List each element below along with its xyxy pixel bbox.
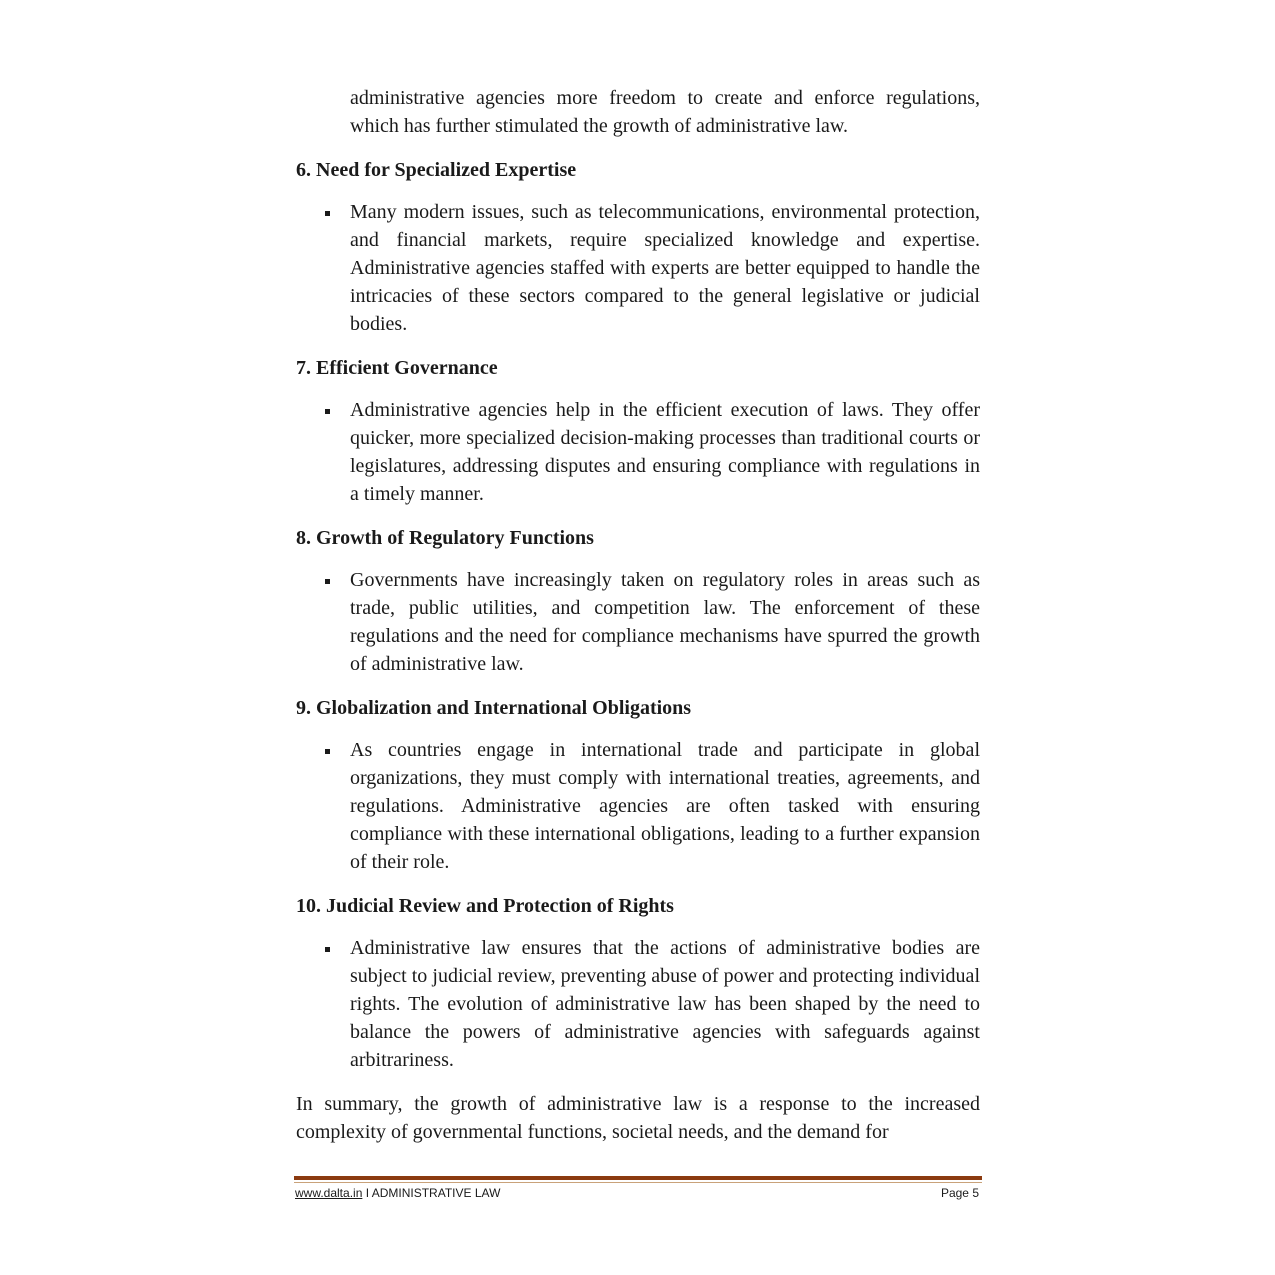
bullet-square-icon: [296, 736, 350, 764]
bullet-text: Administrative law ensures that the actions of administrative bodies are subject to judicial review, preventing abuse of power and protecting individual rights. The evolution of administrative law has been shaped by the need to balance the powers of administrative agencies with safeguards against arbitrariness.: [350, 937, 980, 1071]
section-need-for-expertise: [296, 156, 980, 338]
bullet-item: [296, 934, 980, 1074]
bullet-text: Many modern issues, such as telecommunications, environmental protection, and financial markets, require specialized knowledge and expertise. Administrative agencies staffed with experts are better equipped to handle the intricacies of these sectors compared to the general legislative or judicial bodies.: [350, 201, 980, 335]
footer-left: [295, 1186, 500, 1200]
bullet-item: [296, 396, 980, 508]
section-regulatory-functions: [296, 524, 980, 678]
bullet-text: Administrative agencies help in the efficient execution of laws. They offer quicker, more specialized decision-making processes than traditional courts or legislatures, addressing disputes and ensuring compliance with regulations in a timely manner.: [350, 399, 980, 505]
bullet-square-icon: [296, 396, 350, 424]
section-heading: 10. Judicial Review and Protection of Rights: [296, 895, 674, 917]
bullet-text: As countries engage in international trade and participate in global organizations, they must comply with international treaties, agreements, and regulations. Administrative agencies are often tasked with ensuring compliance with these international obligations, leading to a further expansion of their role.: [350, 739, 980, 873]
section-heading: 9. Globalization and International Obligations: [296, 697, 692, 719]
bullet-square-icon: [296, 934, 350, 962]
section-heading: 7. Efficient Governance: [296, 357, 498, 379]
page-footer: [295, 1186, 979, 1200]
footer-website-link[interactable]: www.dalta.in: [295, 1186, 363, 1200]
section-efficient-governance: [296, 354, 980, 508]
section-heading: 8. Growth of Regulatory Functions: [296, 527, 594, 549]
continuation-paragraph: administrative agencies more freedom to create and enforce regulations, which has further stimulated the growth of administrative law.: [350, 87, 980, 137]
footer-divider: [294, 1176, 982, 1180]
footer-divider-thin: [294, 1182, 982, 1183]
bullet-item: [296, 566, 980, 678]
section-heading: 6. Need for Specialized Expertise: [296, 159, 577, 181]
bullet-text: Governments have increasingly taken on regulatory roles in areas such as trade, public utilities, and competition law. The enforcement of these regulations and the need for compliance mechanisms have spurred the growth of administrative law.: [350, 569, 980, 675]
bullet-square-icon: [296, 566, 350, 594]
section-judicial-review: [296, 892, 980, 1074]
summary-paragraph: In summary, the growth of administrative law is a response to the increased complexity of governmental functions, societal needs, and the demand for: [296, 1093, 980, 1143]
bullet-square-icon: [296, 198, 350, 226]
document-page: [296, 84, 980, 1166]
footer-title: I ADMINISTRATIVE LAW: [362, 1186, 501, 1200]
bullet-item: [296, 736, 980, 876]
bullet-item: [296, 198, 980, 338]
section-globalization: [296, 694, 980, 876]
page-number: Page 5: [940, 1186, 979, 1200]
